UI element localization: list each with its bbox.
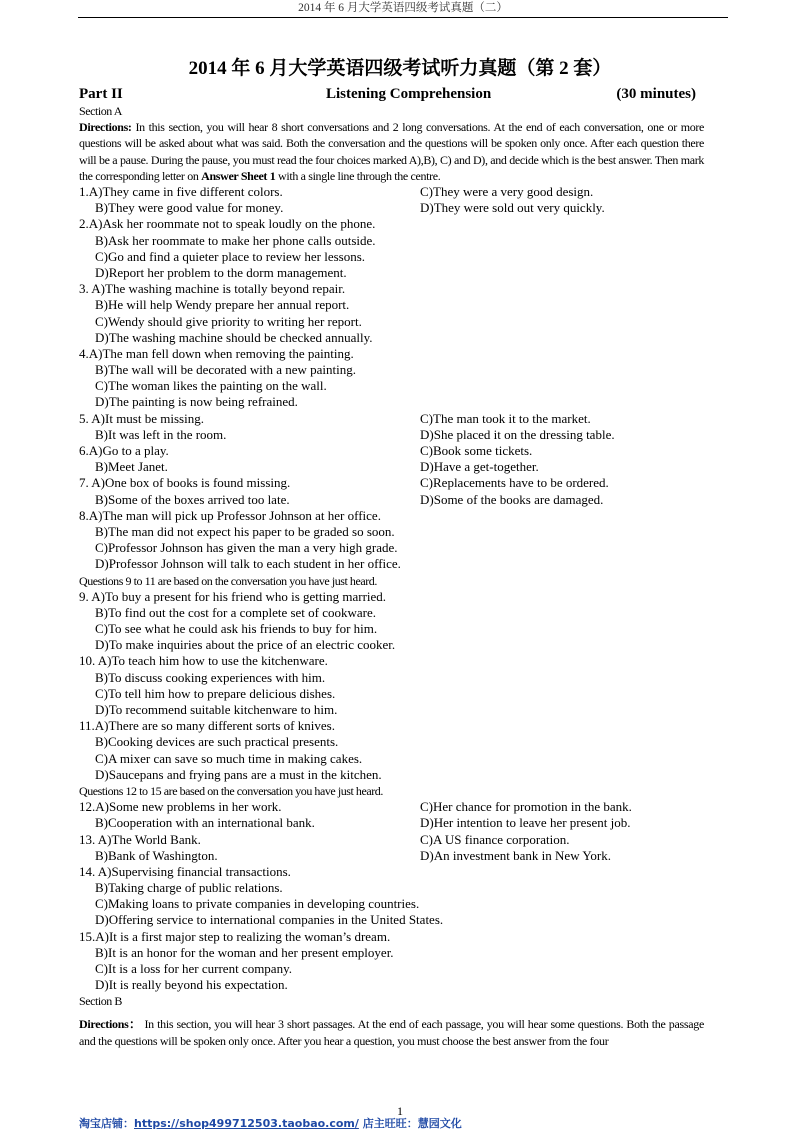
q10-option-d: D)To recommend suitable kitchenware to him. (95, 702, 338, 718)
q13-option-d: D)An investment bank in New York. (420, 847, 612, 863)
q9-option-a: 9. A)To buy a present for his friend who is getting married. (79, 588, 387, 604)
q12-option-c: C)Her chance for promotion in the bank. (420, 799, 632, 815)
q6-option-c: C)Book some tickets. (420, 443, 533, 459)
q14-option-c: C)Making loans to private companies in developing countries. (95, 896, 420, 912)
question-7-row-2 (79, 492, 704, 508)
question-12-row-2 (79, 815, 704, 831)
q5-option-d: D)She placed it on the dressing table. (420, 426, 615, 442)
question-5-row-2 (79, 427, 704, 443)
part-name: Listening Comprehension (326, 86, 492, 102)
q14-option-a: 14. A)Supervising financial transactions. (79, 863, 291, 879)
q9-option-b: B)To find out the cost for a complete set of cookware. (95, 604, 377, 620)
q15-option-d: D)It is really beyond his expectation. (95, 977, 288, 993)
question-7-row-1 (79, 475, 704, 491)
q3-option-d: D)The washing machine should be checked annually. (95, 329, 373, 345)
q9-option-d: D)To make inquiries about the price of an electric cooker. (95, 637, 396, 653)
q12-option-d: D)Her intention to leave her present job. (420, 815, 631, 831)
q1-option-d: D)They were sold out very quickly. (420, 200, 605, 216)
q11-option-c: C)A mixer can save so much time in making cakes. (95, 750, 363, 766)
question-12-row-1 (79, 799, 704, 815)
q7-option-b: B)Some of the boxes arrived too late. (95, 491, 290, 507)
q12-option-a: 12.A)Some new problems in her work. (79, 799, 282, 815)
question-6-row-1 (79, 443, 704, 459)
question-13-row-1 (79, 832, 704, 848)
section-b-directions (79, 1016, 704, 1049)
q8-option-d: D)Professor Johnson will talk to each student in her office. (95, 556, 401, 572)
q5-option-b: B)It was left in the room. (95, 426, 227, 442)
q4-option-d: D)The painting is now being refrained. (95, 394, 298, 410)
q4-option-a: 4.A)The man fell down when removing the painting. (79, 345, 354, 361)
q8-option-a: 8.A)The man will pick up Professor Johnson at her office. (79, 507, 381, 523)
q6-option-b: B)Meet Janet. (95, 459, 168, 475)
q15-option-b: B)It is an honor for the woman and her present employer. (95, 944, 394, 960)
q1-option-b: B)They were good value for money. (95, 200, 284, 216)
q3-option-c: C)Wendy should give priority to writing her report. (95, 313, 362, 329)
q15-option-a: 15.A)It is a first major step to realizing the woman’s dream. (79, 928, 391, 944)
q1-option-c: C)They were a very good design. (420, 184, 594, 200)
q13-option-a: 13. A)The World Bank. (79, 831, 201, 847)
q6-option-d: D)Have a get-together. (420, 459, 539, 475)
questions-12-15-note: Questions 12 to 15 are based on the conversation you have just heard. (79, 783, 383, 798)
part-label: Part II (79, 86, 123, 102)
section-a (79, 103, 704, 1010)
q14-option-b: B)Taking charge of public relations. (95, 880, 283, 896)
q11-option-b: B)Cooking devices are such practical presents. (95, 734, 339, 750)
question-1-row-1 (79, 184, 704, 200)
q8-option-c: C)Professor Johnson has given the man a very high grade. (95, 540, 398, 556)
q13-option-b: B)Bank of Washington. (95, 847, 218, 863)
q13-option-c: C)A US finance corporation. (420, 831, 570, 847)
q8-option-b: B)The man did not expect his paper to be graded so soon. (95, 523, 395, 539)
section-b-label: Section B (79, 994, 122, 1009)
questions-9-11-note: Questions 9 to 11 are based on the conversation you have just heard. (79, 573, 377, 588)
section-a-label: Section A (79, 104, 122, 118)
part-heading (79, 84, 696, 104)
running-header: 2014 年 6 月大学英语四级考试真题（二） (78, 0, 728, 18)
q14-option-d: D)Offering service to international companies in the United States. (95, 912, 444, 928)
page-number: 1 (397, 1104, 403, 1118)
section-b-directions-label: Directions： (79, 1017, 142, 1031)
shop-footer (79, 1117, 462, 1131)
q7-option-c: C)Replacements have to be ordered. (420, 475, 609, 491)
section-a-directions (79, 119, 704, 184)
q15-option-c: C)It is a loss for her current company. (95, 961, 292, 977)
q2-option-d: D)Report her problem to the dorm management. (95, 264, 347, 280)
q10-option-b: B)To discuss cooking experiences with him. (95, 669, 326, 685)
section-b-directions-text: In this section, you will hear 3 short passages. At the end of each passage, you will hear some questions. Both the passage and the questions will be spoken only once. After you hear a question, you must choose the best answer from the four (79, 1017, 704, 1048)
answer-sheet-label: Answer Sheet 1 (201, 168, 276, 183)
question-5-row-1 (79, 411, 704, 427)
shop-owner: 店主旺旺：慧园文化 (358, 1117, 462, 1130)
page-title: 2014 年 6 月大学英语四级考试听力真题（第 2 套） (188, 58, 612, 79)
part-time: (30 minutes) (616, 86, 696, 102)
q3-option-b: B)He will help Wendy prepare her annual report. (95, 297, 350, 313)
shop-label: 淘宝店铺： (79, 1117, 134, 1130)
q6-option-a: 6.A)Go to a play. (79, 443, 169, 459)
question-1-row-2 (79, 200, 704, 216)
q2-option-b: B)Ask her roommate to make her phone calls outside. (95, 232, 376, 248)
q7-option-a: 7. A)One box of books is found missing. (79, 475, 291, 491)
q2-option-a: 2.A)Ask her roommate not to speak loudly on the phone. (79, 216, 376, 232)
q1-option-a: 1.A)They came in five different colors. (79, 184, 283, 200)
directions-text-2: with a single line through the centre. (275, 168, 441, 183)
directions-text-1: In this section, you will hear 8 short conversations and 2 long conversations. At the end of each conversation, one or more questions will be asked about what was said. Both the conversation and the questions will be spoken only once. After each question there will be a pause. During the pause, you must read the four choices marked A),B), C) and D), and decide which is the best answer. Then mark the corresponding letter on (79, 120, 704, 183)
q11-option-a: 11.A)There are so many different sorts of knives. (79, 718, 335, 734)
q10-option-c: C)To tell him how to prepare delicious dishes. (95, 685, 336, 701)
q11-option-d: D)Saucepans and frying pans are a must in the kitchen. (95, 766, 382, 782)
question-6-row-2 (79, 459, 704, 475)
q3-option-a: 3. A)The washing machine is totally beyond repair. (79, 281, 346, 297)
q10-option-a: 10. A)To teach him how to use the kitchenware. (79, 653, 328, 669)
q12-option-b: B)Cooperation with an international bank. (95, 815, 315, 831)
q4-option-c: C)The woman likes the painting on the wall. (95, 378, 327, 394)
q9-option-c: C)To see what he could ask his friends to buy for him. (95, 621, 378, 637)
directions-label: Directions: (79, 120, 132, 135)
q4-option-b: B)The wall will be decorated with a new painting. (95, 362, 357, 378)
shop-link[interactable]: https://shop499712503.taobao.com/ (134, 1117, 359, 1130)
question-13-row-2 (79, 848, 704, 864)
q7-option-d: D)Some of the books are damaged. (420, 491, 604, 507)
q5-option-a: 5. A)It must be missing. (79, 410, 204, 426)
q5-option-c: C)The man took it to the market. (420, 410, 591, 426)
q2-option-c: C)Go and find a quieter place to review her lessons. (95, 248, 366, 264)
